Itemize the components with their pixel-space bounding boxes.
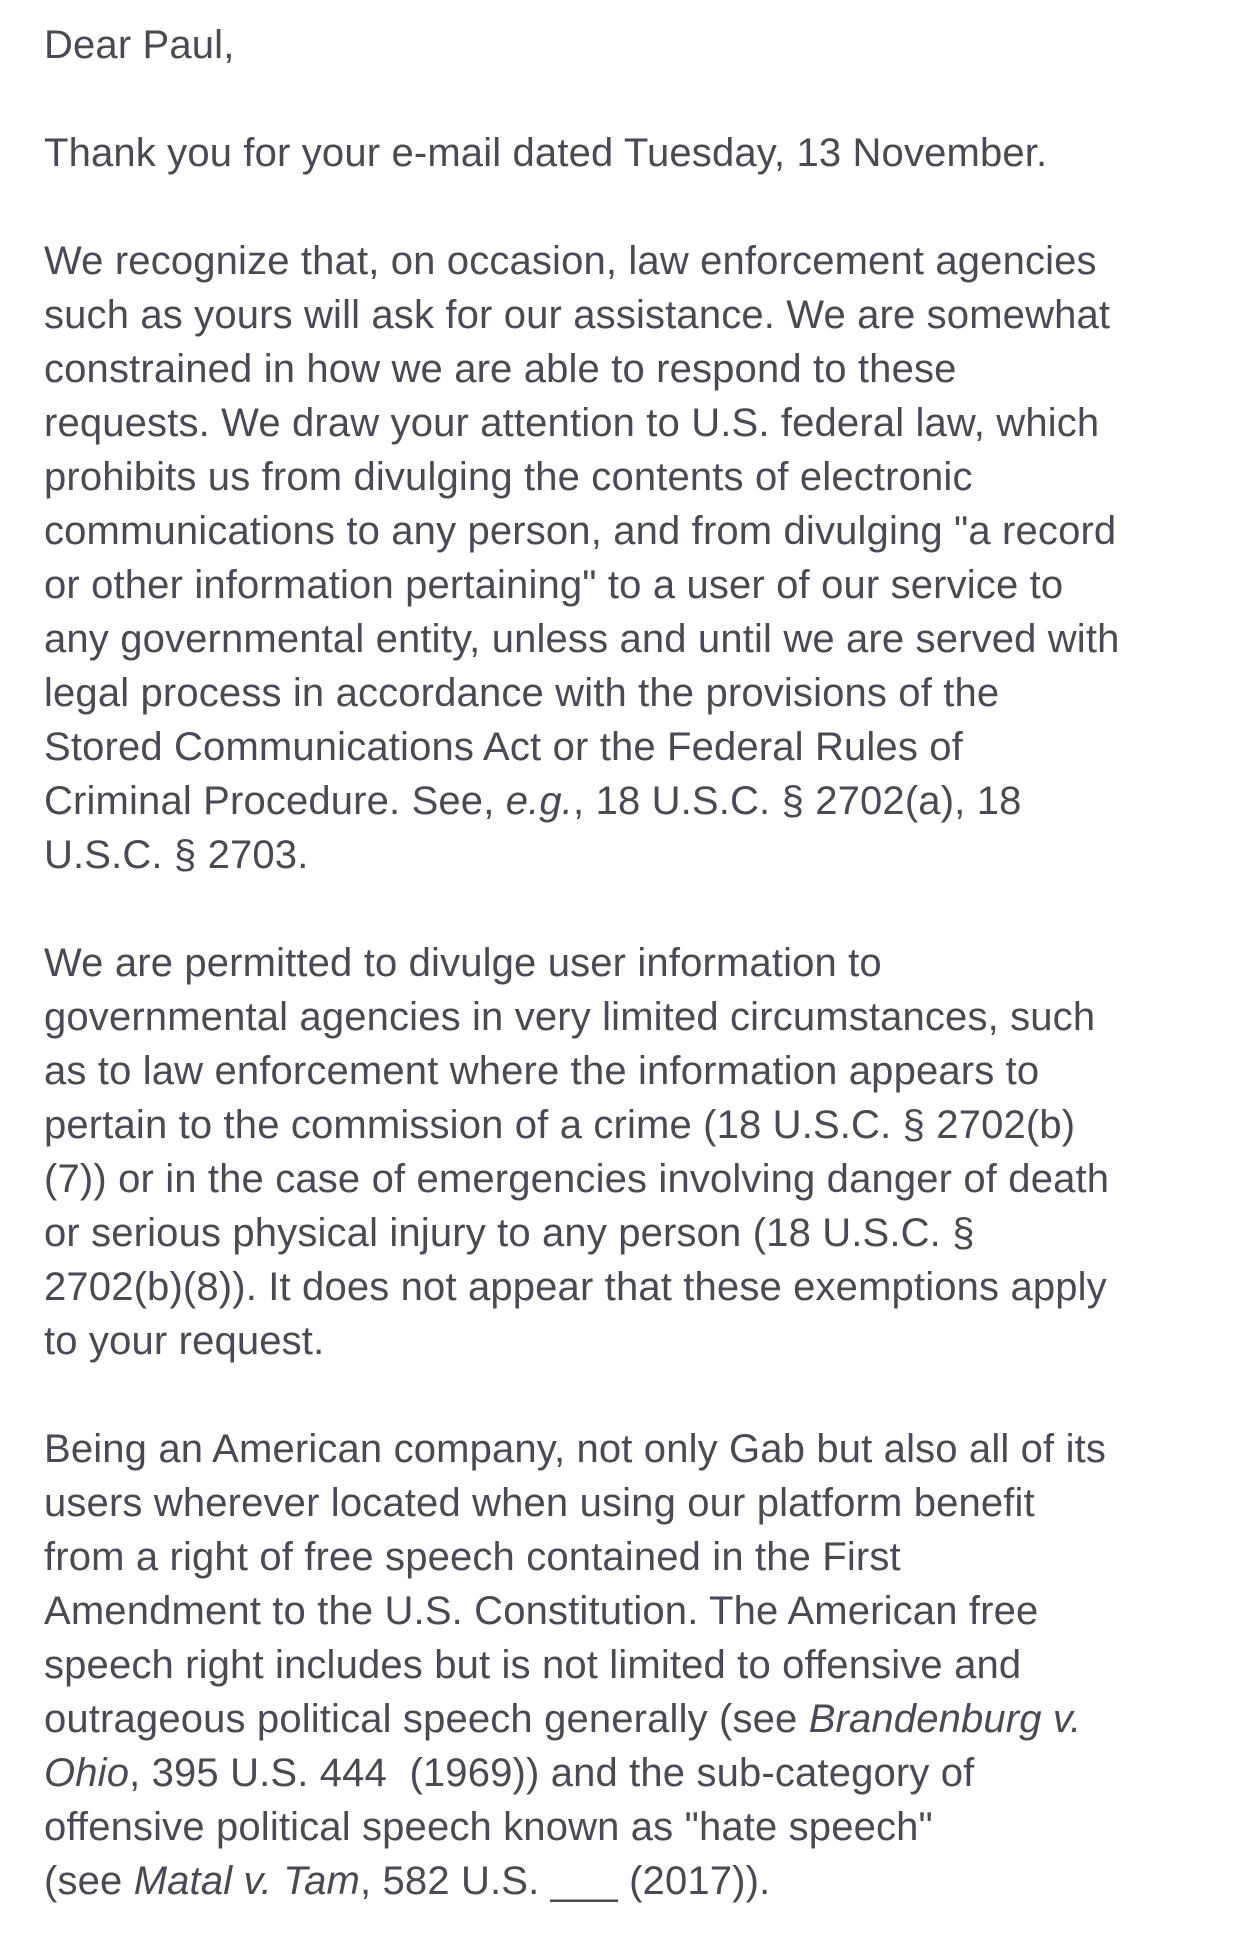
text-line: prohibits us from divulging the contents of electronic [44, 455, 973, 499]
paragraph-gap [44, 72, 1222, 126]
text-line: Stored Communications Act or the Federal Rules of [44, 725, 963, 769]
text-line: pertain to the commission of a crime (18 U.S.C. § 2702(b) [44, 1103, 1076, 1147]
text-run: outrageous political speech generally (see [44, 1697, 809, 1741]
text-line [44, 1854, 1222, 1908]
italic-case-name: Brandenburg v. [808, 1697, 1082, 1741]
paragraph-legal-constraints [44, 234, 1222, 882]
text-run: , 582 U.S. ___ (2017)). [360, 1859, 771, 1903]
text-line: Being an American company, not only Gab but also all of its [44, 1427, 1107, 1471]
text-run: , 18 U.S.C. § 2702(a), 18 [573, 779, 1022, 823]
text-line: requests. We draw your attention to U.S. federal law, which [44, 401, 1100, 445]
text-line: to your request. [44, 1319, 325, 1363]
text-line: U.S.C. § 2703. [44, 833, 309, 877]
paragraph-exemptions [44, 936, 1222, 1368]
text-line: governmental agencies in very limited circumstances, such [44, 995, 1096, 1039]
text-line [44, 1746, 1222, 1800]
text-line: 2702(b)(8)). It does not appear that these exemptions apply [44, 1265, 1107, 1309]
text-run: , 395 U.S. 444 (1969)) and the sub-category of [129, 1751, 975, 1795]
paragraph-gap [44, 180, 1222, 234]
text-run: (see [44, 1859, 134, 1903]
text-line: users wherever located when using our platform benefit [44, 1481, 1035, 1525]
italic-citation: e.g. [505, 779, 574, 823]
text-line: communications to any person, and from divulging "a record [44, 509, 1117, 553]
text-line: We are permitted to divulge user information to [44, 941, 882, 985]
paragraph-gap [44, 1368, 1222, 1422]
text-line: (7)) or in the case of emergencies involving danger of death [44, 1157, 1110, 1201]
text-line: legal process in accordance with the provisions of the [44, 671, 1000, 715]
text-line [44, 774, 1222, 828]
italic-case-name: Matal v. Tam [133, 1859, 360, 1903]
italic-case-name: Ohio [44, 1751, 130, 1795]
text-line: speech right includes but is not limited to offensive and [44, 1643, 1022, 1687]
text-line: We recognize that, on occasion, law enforcement agencies [44, 239, 1097, 283]
text-line: any governmental entity, unless and until we are served with [44, 617, 1120, 661]
paragraph-gap [44, 882, 1222, 936]
text-line: or other information pertaining" to a user of our service to [44, 563, 1064, 607]
intro-paragraph: Thank you for your e-mail dated Tuesday, 13 November. [44, 131, 1048, 175]
text-line: or serious physical injury to any person (18 U.S.C. § [44, 1211, 975, 1255]
paragraph-free-speech [44, 1422, 1222, 1908]
text-line: such as yours will ask for our assistance. We are somewhat [44, 293, 1111, 337]
text-line: constrained in how we are able to respond to these [44, 347, 957, 391]
text-line: as to law enforcement where the information appears to [44, 1049, 1040, 1093]
text-line: offensive political speech known as "hate speech" [44, 1805, 933, 1849]
text-line [44, 1692, 1222, 1746]
greeting: Dear Paul, [44, 23, 235, 67]
text-line: Amendment to the U.S. Constitution. The American free [44, 1589, 1039, 1633]
text-line: from a right of free speech contained in the First [44, 1535, 901, 1579]
text-run: Criminal Procedure. See, [44, 779, 506, 823]
